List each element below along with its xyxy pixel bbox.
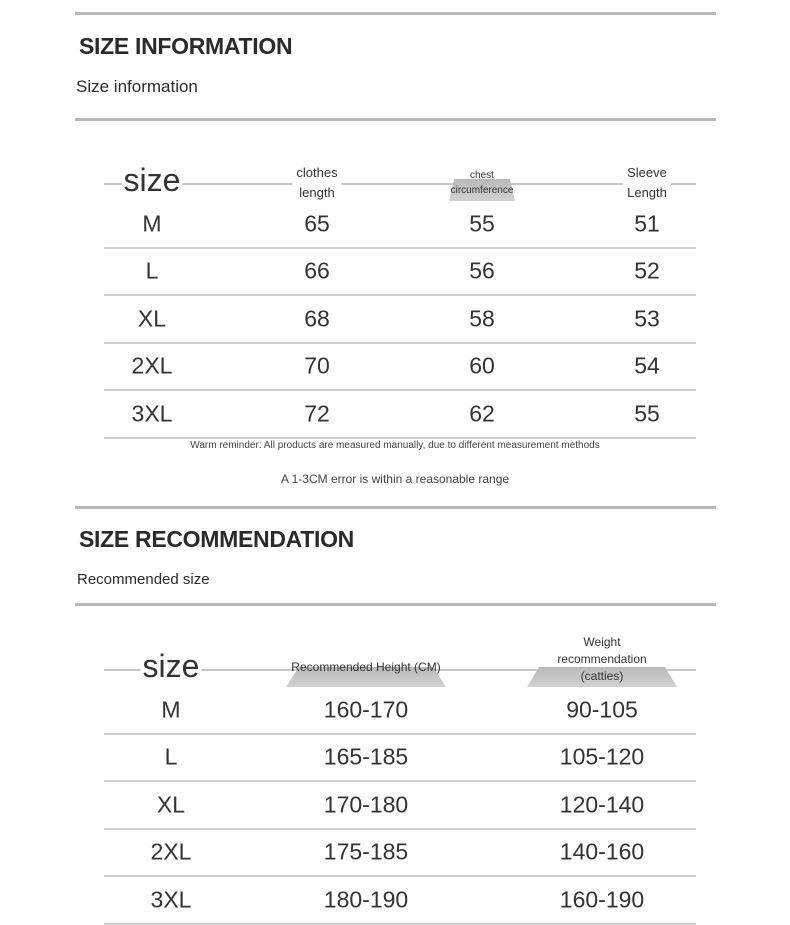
chest-cell: 58 — [469, 305, 495, 332]
header-chest-line2: circumference — [450, 185, 514, 196]
sleeve-cell: 53 — [634, 305, 660, 332]
header-chest-line1: chest — [470, 170, 494, 181]
sleeve-cell: 54 — [634, 352, 660, 379]
chest-cell: 56 — [469, 257, 495, 284]
table-row — [104, 830, 696, 878]
size-recommendation-table — [104, 627, 696, 925]
height-cell: 180-190 — [323, 886, 409, 913]
clothes-length-cell: 65 — [304, 210, 330, 237]
sleeve-cell: 52 — [634, 257, 660, 284]
size-recommendation-title: SIZE RECOMMENDATION — [79, 526, 354, 552]
header-weight-line2: (catties) — [580, 669, 624, 683]
height-cell: 175-185 — [323, 838, 409, 865]
header-sleeve-line2: Length — [627, 185, 667, 200]
header-clothes-length-line2: length — [299, 185, 335, 200]
size-recommendation-divider — [75, 603, 716, 606]
header-weight-line1: Weight recommendation — [557, 635, 647, 666]
header-clothes-length-line1: clothes — [296, 165, 338, 180]
header-line — [104, 183, 696, 185]
chest-cell: 55 — [469, 210, 495, 237]
size-cell: L — [164, 743, 178, 770]
header-size-label: size — [142, 648, 200, 684]
size-cell: M — [161, 696, 181, 723]
size-cell: 3XL — [131, 400, 173, 427]
table-row — [104, 782, 696, 830]
table-row — [104, 201, 696, 249]
table-row — [104, 877, 696, 925]
table-row — [104, 344, 696, 392]
table-row — [104, 296, 696, 344]
weight-cell: 120-140 — [559, 791, 645, 818]
table-row — [104, 249, 696, 297]
warm-reminder-note: Warm reminder: All products are measured manually, due to different measurement methods — [190, 440, 600, 451]
clothes-length-cell: 66 — [304, 257, 330, 284]
size-information-rows — [104, 201, 696, 439]
header-sleeve-line1: Sleeve — [627, 165, 667, 180]
size-information-title: SIZE INFORMATION — [79, 33, 293, 59]
size-recommendation-subtitle: Recommended size — [77, 571, 210, 588]
size-recommendation-rows — [104, 687, 696, 925]
weight-cell: 160-190 — [559, 886, 645, 913]
size-cell: 3XL — [150, 886, 192, 913]
top-divider — [75, 12, 716, 15]
header-chest-circumference — [447, 168, 518, 198]
table-row — [104, 391, 696, 439]
chest-cell: 60 — [469, 352, 495, 379]
size-information-table — [104, 141, 696, 439]
height-cell: 165-185 — [323, 743, 409, 770]
sleeve-cell: 51 — [634, 210, 660, 237]
height-cell: 170-180 — [323, 791, 409, 818]
clothes-length-cell: 68 — [304, 305, 330, 332]
size-cell: 2XL — [131, 352, 173, 379]
size-information-divider — [75, 118, 716, 121]
error-range-note: A 1-3CM error is within a reasonable range — [280, 472, 510, 486]
size-cell: XL — [156, 791, 186, 818]
header-sleeve-length — [623, 164, 671, 201]
header-recommended-height: Recommended Height (CM) — [291, 660, 441, 674]
sleeve-cell: 55 — [634, 400, 660, 427]
size-cell: M — [142, 210, 162, 237]
weight-cell: 140-160 — [559, 838, 645, 865]
table-row — [104, 687, 696, 735]
header-clothes-length — [292, 164, 341, 201]
size-cell: 2XL — [150, 838, 192, 865]
size-information-subtitle: Size information — [76, 77, 198, 96]
weight-cell: 90-105 — [566, 696, 638, 723]
size-cell: L — [145, 257, 159, 284]
size-recommendation-header — [104, 627, 696, 687]
clothes-length-cell: 72 — [304, 400, 330, 427]
header-weight-recommendation — [553, 634, 650, 685]
header-size-label: size — [123, 162, 181, 198]
weight-cell: 105-120 — [559, 743, 645, 770]
size-information-header — [104, 141, 696, 201]
chest-cell: 62 — [469, 400, 495, 427]
table-row — [104, 735, 696, 783]
height-cell: 160-170 — [323, 696, 409, 723]
size-recommendation-top-divider — [75, 506, 716, 509]
clothes-length-cell: 70 — [304, 352, 330, 379]
size-cell: XL — [137, 305, 167, 332]
